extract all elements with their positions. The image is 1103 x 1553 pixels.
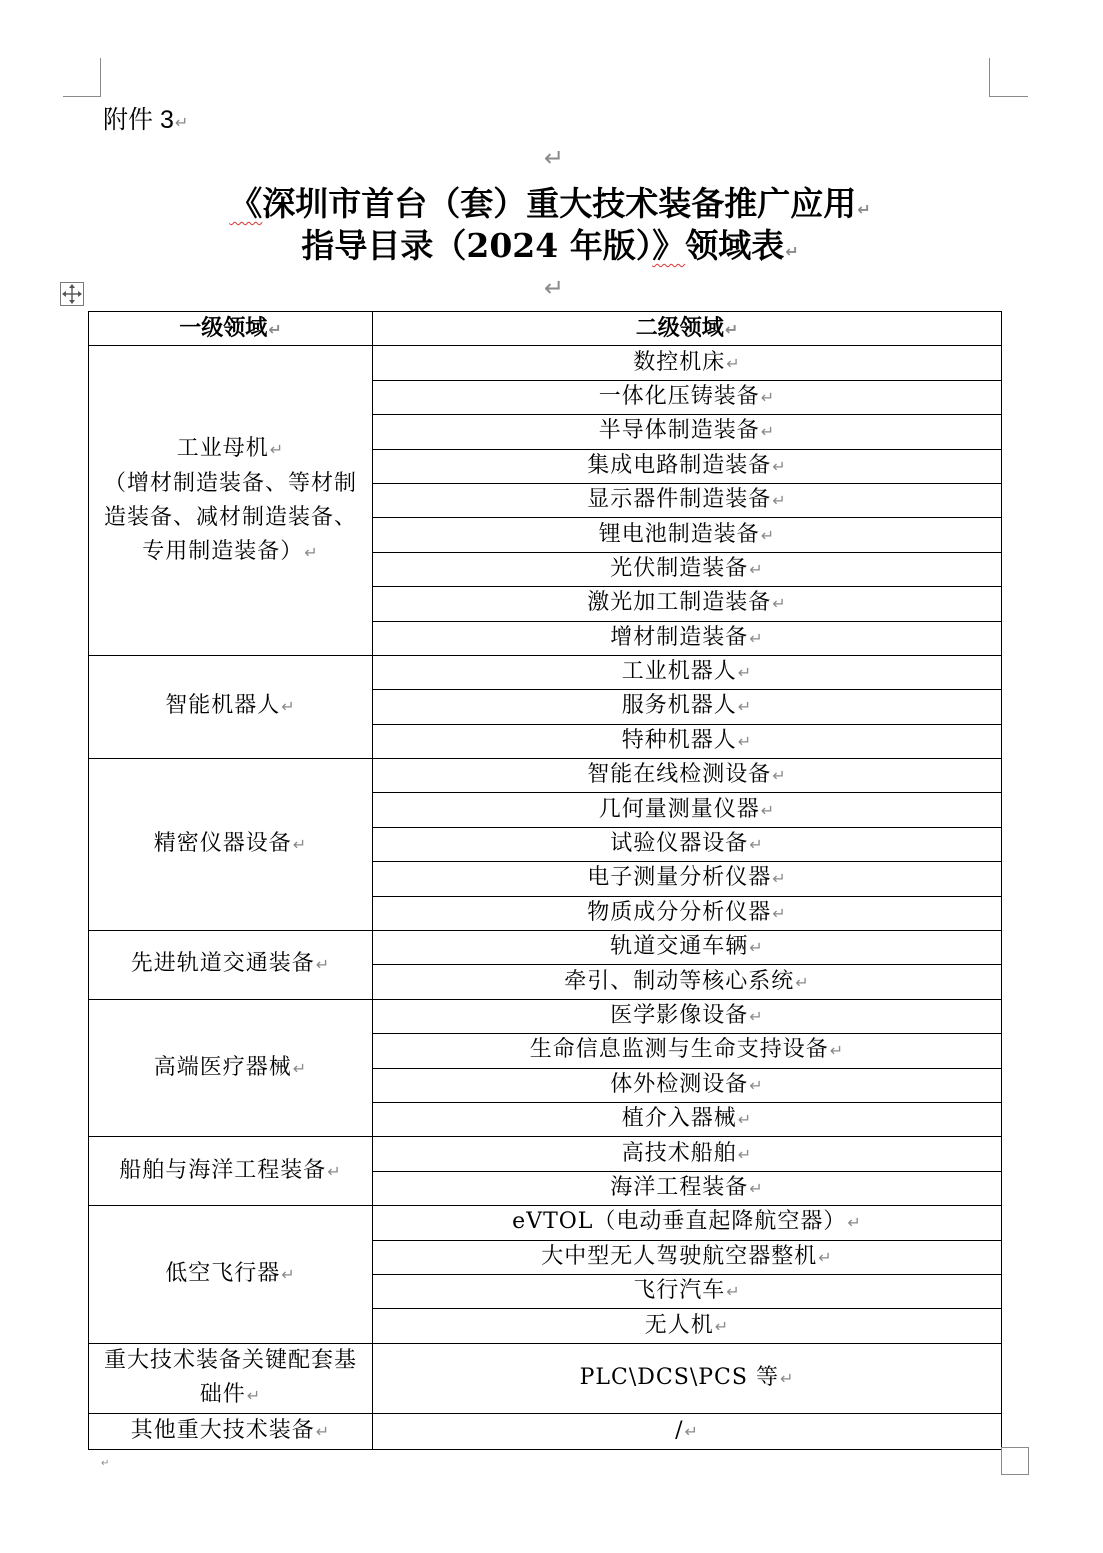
primary-domain-name: 工业母机 bbox=[176, 435, 269, 461]
secondary-domain-cell: 牵引、制动等核心系统↵ bbox=[373, 965, 1002, 999]
secondary-domain-cell: eVTOL（电动垂直起降航空器）↵ bbox=[373, 1206, 1002, 1240]
primary-domain-cell: 船舶与海洋工程装备↵ bbox=[89, 1137, 373, 1206]
table-row bbox=[89, 1343, 1002, 1413]
table-resize-handle[interactable] bbox=[1001, 1447, 1029, 1475]
secondary-domain-name: 大中型无人驾驶航空器整机 bbox=[541, 1243, 818, 1269]
table-row bbox=[89, 759, 1002, 793]
secondary-domain-name: PLC\DCS\PCS 等 bbox=[579, 1364, 779, 1390]
secondary-domain-name: 激光加工制造装备 bbox=[587, 590, 772, 616]
primary-domain-name: 精密仪器设备 bbox=[153, 831, 292, 857]
primary-domain-name: 低空飞行器 bbox=[165, 1260, 281, 1286]
secondary-domain-cell: 半导体制造装备↵ bbox=[373, 415, 1002, 449]
secondary-domain-name: 生命信息监测与生命支持设备 bbox=[529, 1037, 829, 1063]
secondary-domain-cell: 工业机器人↵ bbox=[373, 655, 1002, 689]
secondary-domain-name: 光伏制造装备 bbox=[610, 555, 749, 581]
secondary-domain-cell: 大中型无人驾驶航空器整机↵ bbox=[373, 1240, 1002, 1274]
primary-domain-cell: 工业母机↵ （增材制造装备、等材制造装备、减材制造装备、专用制造装备）↵ bbox=[89, 346, 373, 656]
attachment-label bbox=[103, 104, 188, 139]
secondary-domain-name: 医学影像设备 bbox=[610, 1003, 749, 1028]
table-header-row bbox=[89, 312, 1002, 346]
secondary-domain-cell: 锂电池制造装备↵ bbox=[373, 518, 1002, 552]
paragraph-mark-icon: ↵ bbox=[174, 113, 189, 132]
secondary-domain-name: eVTOL（电动垂直起降航空器） bbox=[512, 1209, 847, 1235]
secondary-domain-name: / bbox=[675, 1417, 684, 1443]
primary-domain-cell: 精密仪器设备↵ bbox=[89, 759, 373, 931]
paragraph-mark-icon: ↵ bbox=[544, 274, 565, 302]
table-row bbox=[89, 1413, 1002, 1449]
table-row bbox=[89, 999, 1002, 1033]
secondary-domain-cell: /↵ bbox=[373, 1413, 1002, 1449]
secondary-domain-name: 电子测量分析仪器 bbox=[587, 865, 772, 891]
header-primary-domain: 一级领域↵ bbox=[89, 312, 373, 346]
document-title-line-2 bbox=[80, 226, 1020, 272]
secondary-domain-cell: 高技术船舶↵ bbox=[373, 1137, 1002, 1171]
title-line-1-text: 深圳市首台（套）重大技术装备推广应用 bbox=[262, 184, 857, 223]
secondary-domain-name: 特种机器人 bbox=[621, 727, 737, 753]
primary-domain-name: 船舶与海洋工程装备 bbox=[119, 1157, 327, 1183]
table-move-handle-icon[interactable] bbox=[60, 282, 84, 306]
secondary-domain-name: 无人机 bbox=[644, 1312, 714, 1338]
secondary-domain-cell: 医学影像设备↵ bbox=[373, 999, 1002, 1033]
paragraph-mark-icon: ↵ bbox=[544, 144, 565, 172]
secondary-domain-name: 一体化压铸装备 bbox=[598, 383, 760, 409]
secondary-domain-name: 锂电池制造装备 bbox=[598, 521, 760, 547]
table-row bbox=[89, 1206, 1002, 1240]
primary-domain-cell: 智能机器人↵ bbox=[89, 655, 373, 758]
secondary-domain-name: 轨道交通车辆 bbox=[610, 934, 749, 960]
secondary-domain-name: 海洋工程装备 bbox=[610, 1174, 749, 1200]
primary-domain-cell: 其他重大技术装备↵ bbox=[89, 1413, 373, 1449]
primary-domain-cell: 先进轨道交通装备↵ bbox=[89, 931, 373, 1000]
secondary-domain-cell: 飞行汽车↵ bbox=[373, 1274, 1002, 1308]
secondary-domain-cell: 光伏制造装备↵ bbox=[373, 552, 1002, 586]
secondary-domain-cell: 服务机器人↵ bbox=[373, 690, 1002, 724]
primary-domain-name: 重大技术装备关键配套基础件 bbox=[103, 1347, 357, 1407]
crop-mark-top-left bbox=[63, 58, 101, 97]
secondary-domain-cell: 增材制造装备↵ bbox=[373, 621, 1002, 655]
primary-domain-name: 高端医疗器械 bbox=[153, 1054, 292, 1080]
move-arrows-icon bbox=[61, 283, 83, 305]
table-row bbox=[89, 655, 1002, 689]
primary-domain-cell: 重大技术装备关键配套基础件↵ bbox=[89, 1343, 373, 1413]
crop-mark-top-right bbox=[989, 58, 1028, 97]
secondary-domain-cell: 生命信息监测与生命支持设备↵ bbox=[373, 1034, 1002, 1068]
table-row bbox=[89, 346, 1002, 380]
secondary-domain-name: 物质成分分析仪器 bbox=[587, 899, 772, 925]
secondary-domain-cell: 物质成分分析仪器↵ bbox=[373, 896, 1002, 930]
document-title-line-1 bbox=[80, 184, 1020, 230]
table-row bbox=[89, 931, 1002, 965]
primary-domain-cell: 低空飞行器↵ bbox=[89, 1206, 373, 1344]
secondary-domain-name: 试验仪器设备 bbox=[610, 831, 749, 857]
secondary-domain-name: 数控机床 bbox=[633, 349, 726, 375]
secondary-domain-cell: 无人机↵ bbox=[373, 1309, 1002, 1343]
secondary-domain-name: 几何量测量仪器 bbox=[598, 796, 760, 822]
primary-domain-name: 其他重大技术装备 bbox=[130, 1417, 315, 1443]
secondary-domain-name: 植介入器械 bbox=[621, 1106, 737, 1132]
title-open-bracket: 《 bbox=[229, 184, 263, 223]
secondary-domain-cell: 轨道交通车辆↵ bbox=[373, 931, 1002, 965]
secondary-domain-name: 显示器件制造装备 bbox=[587, 487, 772, 513]
secondary-domain-name: 飞行汽车 bbox=[633, 1278, 726, 1304]
secondary-domain-cell: 激光加工制造装备↵ bbox=[373, 587, 1002, 621]
primary-domain-name: 先进轨道交通装备 bbox=[130, 951, 315, 977]
secondary-domain-name: 服务机器人 bbox=[621, 693, 737, 719]
primary-domain-cell: 高端医疗器械↵ bbox=[89, 999, 373, 1137]
secondary-domain-cell: 植介入器械↵ bbox=[373, 1102, 1002, 1136]
secondary-domain-cell: 一体化压铸装备↵ bbox=[373, 380, 1002, 414]
secondary-domain-cell: 集成电路制造装备↵ bbox=[373, 449, 1002, 483]
paragraph-mark-icon: ↵ bbox=[857, 200, 871, 219]
end-of-document-mark-icon: ↵ bbox=[101, 1458, 110, 1469]
title-line-2-text: 指导目录（2024 年版） bbox=[301, 226, 653, 265]
secondary-domain-cell: 试验仪器设备↵ bbox=[373, 827, 1002, 861]
secondary-domain-cell: 电子测量分析仪器↵ bbox=[373, 862, 1002, 896]
secondary-domain-name: 体外检测设备 bbox=[610, 1071, 749, 1097]
secondary-domain-name: 高技术船舶 bbox=[621, 1140, 737, 1166]
secondary-domain-cell: PLC\DCS\PCS 等↵ bbox=[373, 1343, 1002, 1413]
secondary-domain-cell: 体外检测设备↵ bbox=[373, 1068, 1002, 1102]
domain-table bbox=[88, 311, 1002, 1450]
title-close-bracket: 》 bbox=[652, 226, 686, 265]
primary-domain-detail: （增材制造装备、等材制造装备、减材制造装备、专用制造装备） bbox=[103, 470, 357, 564]
table-row bbox=[89, 1137, 1002, 1171]
secondary-domain-name: 半导体制造装备 bbox=[598, 418, 760, 444]
header-secondary-domain: 二级领域↵ bbox=[373, 312, 1002, 346]
paragraph-mark-icon: ↵ bbox=[785, 242, 799, 261]
secondary-domain-name: 智能在线检测设备 bbox=[587, 762, 772, 788]
primary-domain-name: 智能机器人 bbox=[165, 693, 281, 719]
title-line-2-tail: 领域表 bbox=[685, 226, 785, 265]
secondary-domain-cell: 显示器件制造装备↵ bbox=[373, 483, 1002, 517]
secondary-domain-cell: 几何量测量仪器↵ bbox=[373, 793, 1002, 827]
secondary-domain-cell: 海洋工程装备↵ bbox=[373, 1171, 1002, 1205]
secondary-domain-cell: 特种机器人↵ bbox=[373, 724, 1002, 758]
secondary-domain-cell: 智能在线检测设备↵ bbox=[373, 759, 1002, 793]
secondary-domain-cell: 数控机床↵ bbox=[373, 346, 1002, 380]
secondary-domain-name: 集成电路制造装备 bbox=[587, 452, 772, 478]
attachment-label-text: 附件 3 bbox=[103, 106, 174, 134]
secondary-domain-name: 增材制造装备 bbox=[610, 624, 749, 650]
secondary-domain-name: 工业机器人 bbox=[621, 659, 737, 685]
secondary-domain-name: 牵引、制动等核心系统 bbox=[564, 968, 795, 994]
